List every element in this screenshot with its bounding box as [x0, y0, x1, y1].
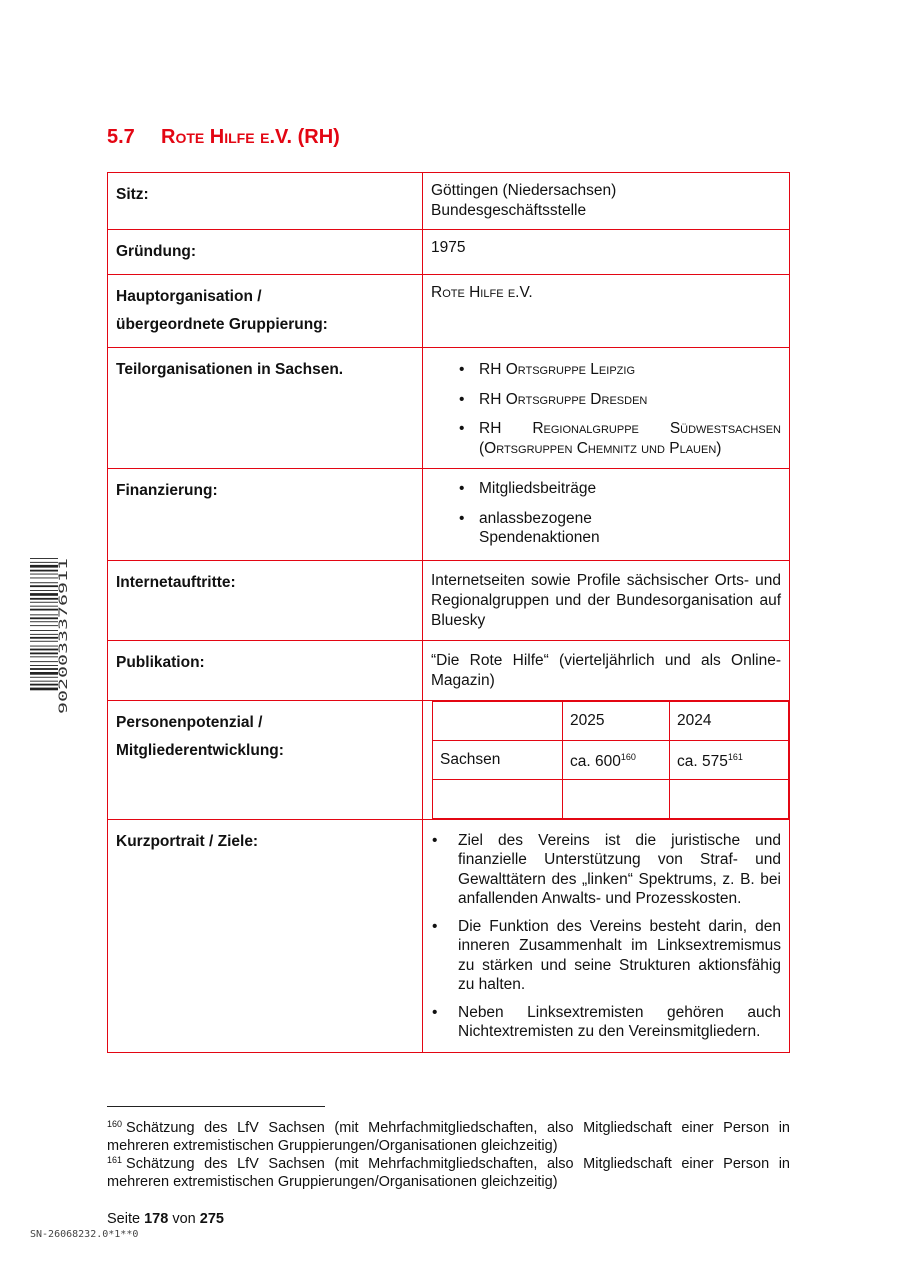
value-personenpotenzial — [423, 700, 790, 819]
row-kurzportrait — [108, 819, 790, 1052]
membership-table — [432, 701, 789, 819]
value-publikation: “Die Rote Hilfe“ (vierteljährlich und als Online-Magazin) — [423, 640, 790, 700]
membership-region: Sachsen — [433, 740, 563, 779]
list-item: • Neben Linksextremisten gehören auch Nichtextremisten zu den Vereinsmitgliedern. — [431, 1003, 781, 1042]
membership-2024 — [670, 740, 789, 779]
membership-2025 — [563, 740, 670, 779]
barcode-bar — [30, 677, 58, 678]
list-item: • Die Funktion des Vereins besteht darin, den inneren Zusammenhalt im Linksextremismus zu stärken und seine Strukturen aktionsfähig zu halten. — [431, 917, 781, 995]
footnote-mark: 160 — [107, 1119, 123, 1129]
barcode — [28, 556, 70, 716]
value-internetauftritte: Internetseiten sowie Profile sächsischer Orts- und Regionalgruppen und der Bundesorganisation auf Bluesky — [423, 560, 790, 640]
membership-header-cell — [433, 701, 563, 740]
row-teilorganisationen — [108, 348, 790, 469]
row-internetauftritte — [108, 560, 790, 640]
barcode-bar — [30, 646, 58, 647]
teilorganisationen-list — [431, 360, 781, 458]
barcode-bar — [30, 672, 58, 675]
page-prefix: Seite — [107, 1211, 141, 1227]
sitz-line: Göttingen (Niedersachsen) — [431, 182, 617, 199]
page-total: 275 — [199, 1211, 224, 1227]
page-current: 178 — [144, 1211, 169, 1227]
barcode-bar — [30, 661, 58, 662]
label-line: Personenpotenzial / — [116, 713, 263, 731]
barcode-bar — [30, 565, 58, 568]
row-finanzierung — [108, 469, 790, 561]
row-hauptorganisation — [108, 275, 790, 348]
footnote-text: Schätzung des LfV Sachsen (mit Mehrfachmitgliedschaften, also Mitgliedschaft einer Person in mehreren extremistischen Gruppierungen/Organisationen gleichzeitig) — [107, 1120, 790, 1154]
membership-value: ca. 600 — [570, 753, 621, 770]
footnote-ref: 160 — [620, 752, 636, 762]
value-teilorganisationen — [423, 348, 790, 469]
label-sitz: Sitz: — [108, 173, 423, 230]
barcode-bar — [30, 614, 58, 615]
list-item: • RH Ortsgruppe Leipzig — [431, 360, 781, 380]
footnote-ref: 161 — [727, 752, 743, 762]
membership-value: ca. 575 — [677, 753, 728, 770]
row-sitz — [108, 173, 790, 230]
barcode-bar — [30, 574, 58, 575]
label-personenpotenzial — [108, 700, 423, 819]
label-internetauftritte: Internetauftritte: — [108, 560, 423, 640]
barcode-bar — [30, 562, 58, 563]
document-code: SN-26068232.0*1**0 — [30, 1229, 139, 1240]
page-sep: von — [172, 1211, 196, 1227]
label-finanzierung: Finanzierung: — [108, 469, 423, 561]
barcode-bar — [30, 637, 58, 639]
list-item: • RH Ortsgruppe Dresden — [431, 390, 781, 410]
footnote-separator — [107, 1106, 325, 1107]
list-item: • Ziel des Vereins ist die juristische und finanzielle Unterstützung von Straf- und Gewalttätern des „linken“ Spektrums, z. B. bei anfallenden Anwalts- und Prozesskosten. — [431, 831, 781, 909]
label-teilorganisationen: Teilorganisationen in Sachsen. — [108, 348, 423, 469]
footnote-mark: 161 — [107, 1155, 123, 1165]
label-publikation: Publikation: — [108, 640, 423, 700]
barcode-bar — [30, 634, 58, 635]
section-heading — [107, 126, 340, 149]
value-finanzierung — [423, 469, 790, 561]
footnote — [107, 1115, 790, 1155]
label-gruendung: Gründung: — [108, 230, 423, 275]
value-kurzportrait — [423, 819, 790, 1052]
label-line: Mitgliederentwicklung: — [116, 741, 284, 759]
membership-data-row — [433, 740, 789, 779]
barcode-bar — [30, 668, 58, 670]
membership-header-cell: 2025 — [563, 701, 670, 740]
row-gruendung — [108, 230, 790, 275]
barcode-bar — [30, 681, 58, 682]
barcode-bar — [30, 684, 58, 686]
barcode-bar — [30, 621, 58, 622]
label-line: Hauptorganisation / — [116, 288, 262, 305]
label-kurzportrait: Kurzportrait / Ziele: — [108, 819, 423, 1052]
barcode-bar — [30, 590, 58, 591]
page-number — [107, 1211, 224, 1227]
barcode-bar — [30, 558, 58, 559]
footnote — [107, 1151, 790, 1191]
barcode-bar — [30, 602, 58, 603]
organization-profile-table — [107, 172, 790, 1053]
section-number: 5.7 — [107, 126, 135, 148]
barcode-bar — [30, 609, 58, 611]
barcode-bar — [30, 625, 58, 626]
value-hauptorganisation: Rote Hilfe e.V. — [423, 275, 790, 348]
list-item: • anlassbezogene Spendenaktionen — [431, 509, 599, 548]
label-hauptorganisation — [108, 275, 423, 348]
kurzportrait-list — [431, 831, 781, 1042]
membership-header-cell: 2024 — [670, 701, 789, 740]
barcode-bar — [30, 598, 58, 600]
barcode-bar — [30, 593, 58, 596]
barcode-bars — [30, 558, 58, 690]
label-line: übergeordnete Gruppierung: — [116, 316, 328, 333]
barcode-bar — [30, 606, 58, 607]
finanzierung-list — [431, 479, 781, 548]
sitz-line: Bundesgeschäftsstelle — [431, 202, 587, 219]
value-gruendung: 1975 — [423, 230, 790, 275]
barcode-bar — [30, 665, 58, 666]
footnote-text: Schätzung des LfV Sachsen (mit Mehrfachmitgliedschaften, also Mitgliedschaft einer Person in mehreren extremistischen Gruppierungen/Organisationen gleichzeitig) — [107, 1156, 790, 1190]
barcode-bar — [30, 570, 58, 572]
value-sitz — [423, 173, 790, 230]
section-title: Rote Hilfe e.V. (RH) — [161, 126, 340, 148]
barcode-bar — [30, 649, 58, 651]
list-item: • RH Regionalgruppe Südwestsachsen (Ortsgruppen Chemnitz und Plauen) — [431, 419, 781, 458]
barcode-bar — [30, 653, 58, 655]
row-publikation — [108, 640, 790, 700]
barcode-bar — [30, 656, 58, 657]
list-item: • Mitgliedsbeiträge — [431, 479, 781, 499]
barcode-bar — [30, 641, 58, 642]
barcode-bar — [30, 617, 58, 619]
barcode-bar — [30, 688, 58, 691]
barcode-bar — [30, 630, 58, 631]
row-personenpotenzial — [108, 700, 790, 819]
barcode-bar — [30, 585, 58, 587]
membership-header-row — [433, 701, 789, 740]
barcode-bar — [30, 582, 58, 583]
barcode-bar — [30, 578, 58, 579]
barcode-number: 9020033376911 — [56, 623, 70, 714]
membership-empty-row — [433, 779, 789, 818]
